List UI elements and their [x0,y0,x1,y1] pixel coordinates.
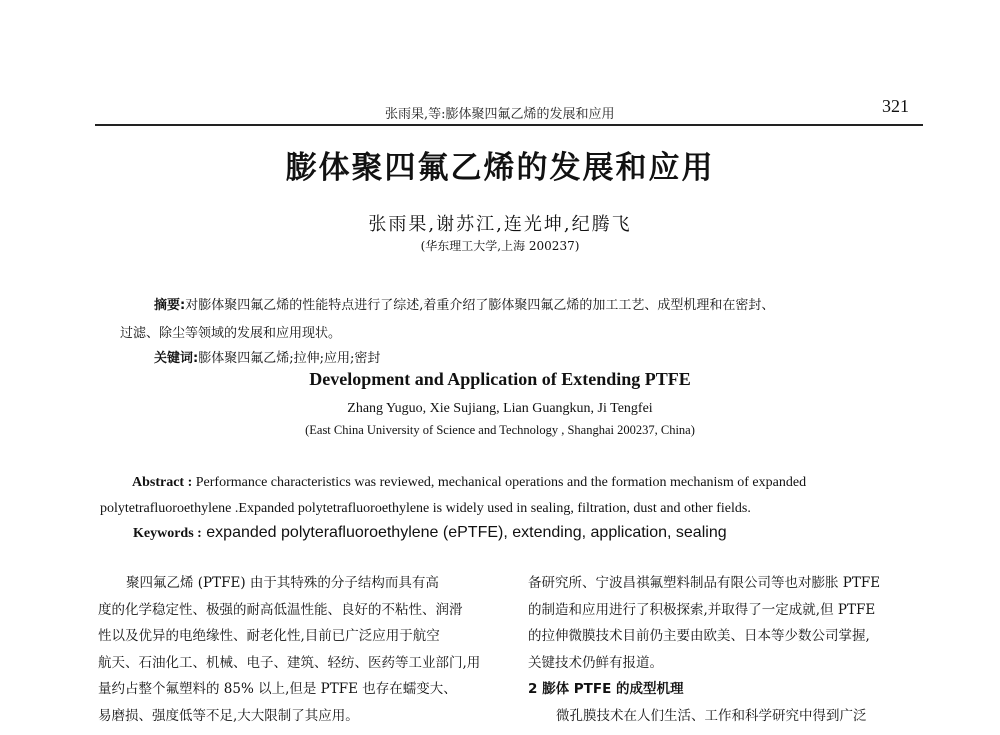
section-heading: 2 膨体 PTFE 的成型机理 [528,681,684,697]
authors-cn: 张雨果,谢苏江,连光坤,纪腾飞 [368,214,632,235]
body-right-column [528,570,928,729]
body-left-column [98,570,508,729]
article-title-cn: 膨体聚四氟乙烯的发展和应用 [285,150,715,186]
body-right-line: 关键技术仍鲜有报道。 [528,654,663,671]
body-right-line: 微孔膜技术在人们生活、工作和科学研究中得到广泛 [556,707,867,724]
affiliation-en: (East China University of Science and Technology , Shanghai 200237, China) [305,423,695,437]
body-left-line: 聚四氟乙烯 (PTFE) 由于其特殊的分子结构而具有高 [126,575,439,591]
keywords-en-text: expanded polyterafluoroethylene (ePTFE), extending, application, sealing [206,524,727,541]
keywords-cn [154,347,380,366]
abstract-en-text2: polytetrafluoroethylene .Expanded polytetrafluoroethylene is widely used in sealing, filtration, dust and other fields. [100,501,751,516]
abstract-cn-text1: 对膨体聚四氟乙烯的性能特点进行了综述,着重介绍了膨体聚四氟乙烯的加工工艺、成型机理和在密封、 [185,298,775,313]
abstract-cn [120,292,920,348]
affiliation-cn: (华东理工大学,上海 200237) [420,239,580,253]
keywords-cn-label: 关键词: [154,351,199,366]
body-right-line: 的拉伸微膜技术目前仍主要由欧美、日本等少数公司掌握, [528,628,870,644]
body-left-line: 度的化学稳定性、极强的耐高低温性能、良好的不粘性、润滑 [98,601,463,618]
abstract-en [100,470,925,522]
abstract-en-label: Abstract : [132,475,193,490]
keywords-cn-text: 膨体聚四氟乙烯;拉伸;应用;密封 [198,351,381,366]
header-rule [95,124,923,126]
abstract-cn-label: 摘要: [154,298,186,313]
page-number: 321 [882,96,909,116]
body-right-line: 备研究所、宁波昌祺氟塑料制品有限公司等也对膨胀 PTFE [528,575,881,591]
authors-en: Zhang Yuguo, Xie Sujiang, Lian Guangkun, Ji Tengfei [347,401,653,416]
body-left-line: 航天、石油化工、机械、电子、建筑、轻纺、医药等工业部门,用 [98,654,481,671]
abstract-en-line1 [100,470,925,496]
abstract-en-text1: Performance characteristics was reviewed, mechanical operations and the formation mechanism of expanded [195,475,807,490]
abstract-cn-line1 [120,292,920,320]
body-left-line: 量约占整个氟塑料的 85% 以上,但是 PTFE 也存在蠕变大、 [98,681,457,697]
running-header: 张雨果,等:膨体聚四氟乙烯的发展和应用 [385,107,615,122]
body-right-line: 的制造和应用进行了积极探索,并取得了一定成就,但 PTFE [528,601,876,618]
keywords-en [133,524,727,542]
keywords-en-label: Keywords : [133,526,202,541]
body-left-line: 性以及优异的电绝缘性、耐老化性,目前已广泛应用于航空 [98,628,440,644]
body-left-line: 易磨损、强度低等不足,大大限制了其应用。 [98,707,359,724]
article-title-en: Development and Application of Extending PTFE [309,369,691,389]
abstract-cn-text2: 过滤、除尘等领域的发展和应用现状。 [120,326,342,341]
